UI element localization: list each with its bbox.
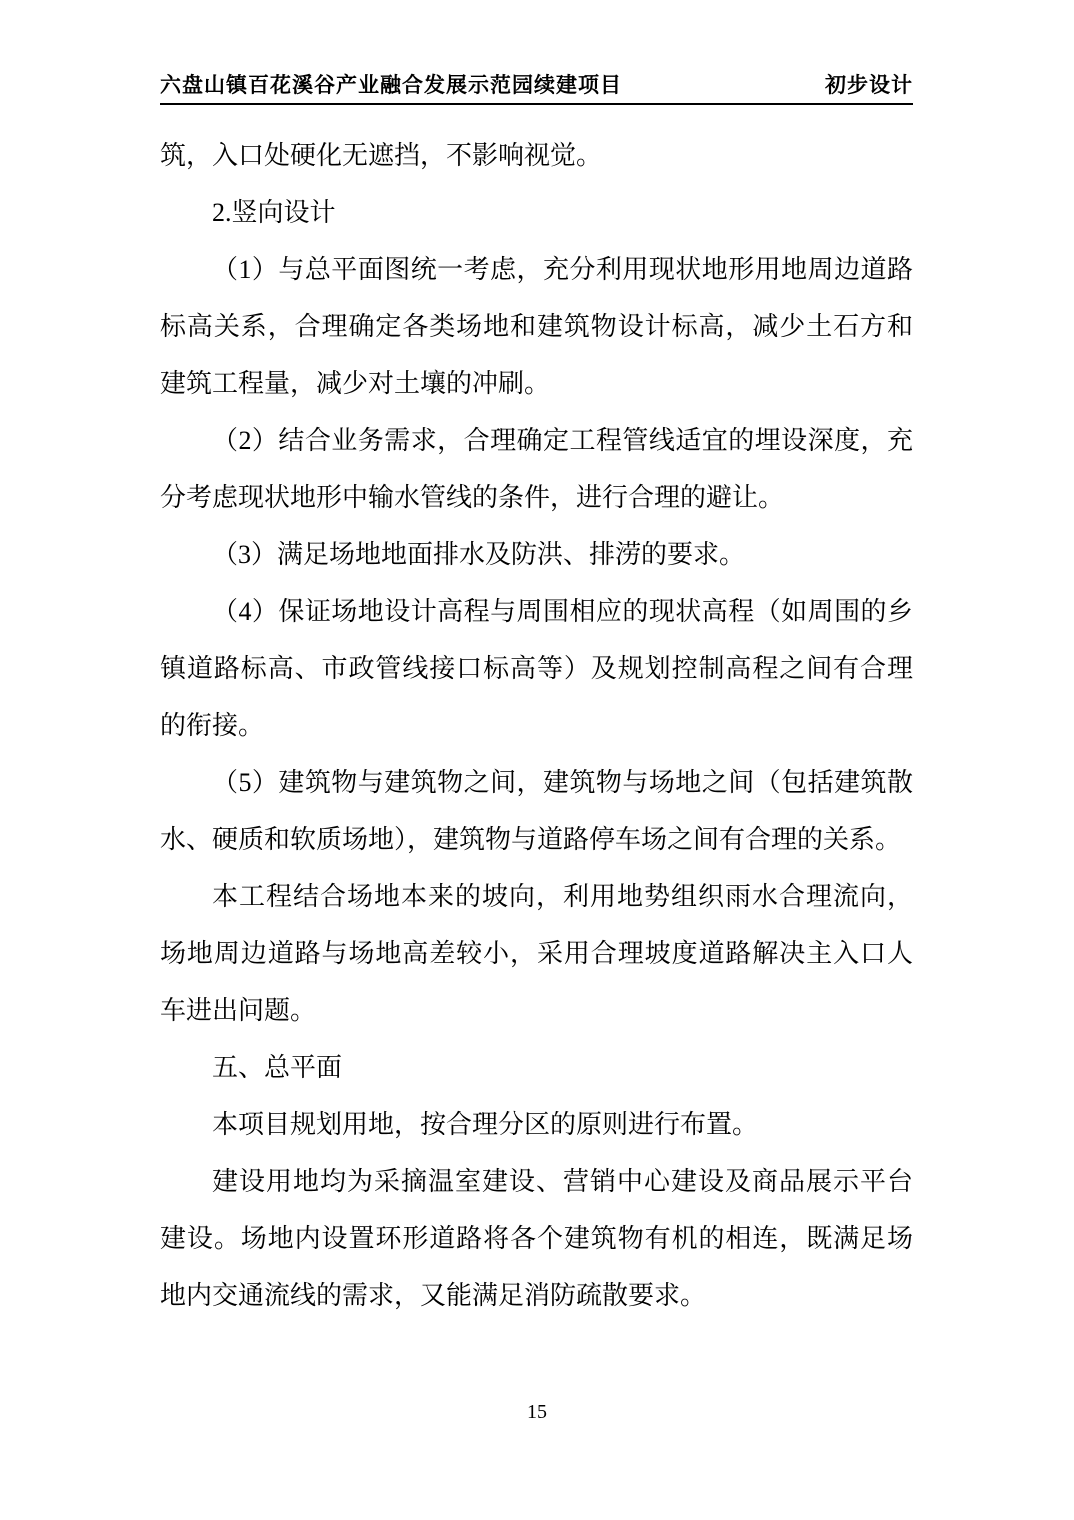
body-paragraph: （5）建筑物与建筑物之间，建筑物与场地之间（包括建筑散水、硬质和软质场地），建筑物与道路停车场之间有合理的关系。 [160, 768, 913, 854]
body-paragraph: 本工程结合场地本来的坡向，利用地势组织雨水合理流向，场地周边道路与场地高差较小，采用合理坡度道路解决主入口人车进出问题。 [160, 882, 913, 1025]
document-body [160, 127, 913, 1324]
body-paragraph: （1）与总平面图统一考虑，充分利用现状地形用地周边道路标高关系，合理确定各类场地和建筑物设计标高，减少土石方和建筑工程量，减少对土壤的冲刷。 [160, 255, 913, 398]
body-paragraph: 建设用地均为采摘温室建设、营销中心建设及商品展示平台建设。场地内设置环形道路将各个建筑物有机的相连，既满足场地内交通流线的需求，又能满足消防疏散要求。 [160, 1167, 913, 1310]
body-paragraph: （4）保证场地设计高程与周围相应的现状高程（如周围的乡镇道路标高、市政管线接口标高等）及规划控制高程之间有合理的衔接。 [160, 597, 913, 740]
page-number: 15 [527, 1401, 547, 1423]
body-paragraph: 2.竖向设计 [212, 198, 336, 227]
body-paragraph: （2）结合业务需求，合理确定工程管线适宜的埋设深度，充分考虑现状地形中输水管线的条件，进行合理的避让。 [160, 426, 913, 512]
header-doc-type: 初步设计 [825, 73, 913, 97]
header-project-title: 六盘山镇百花溪谷产业融合发展示范园续建项目 [160, 73, 622, 97]
page-header [160, 72, 913, 105]
page-footer [0, 1398, 1074, 1426]
body-paragraph: 筑，入口处硬化无遮挡，不影响视觉。 [160, 141, 603, 170]
body-paragraph: （3）满足场地地面排水及防洪、排涝的要求。 [212, 540, 746, 569]
body-paragraph: 五、总平面 [212, 1053, 343, 1082]
body-paragraph: 本项目规划用地，按合理分区的原则进行布置。 [212, 1110, 759, 1139]
